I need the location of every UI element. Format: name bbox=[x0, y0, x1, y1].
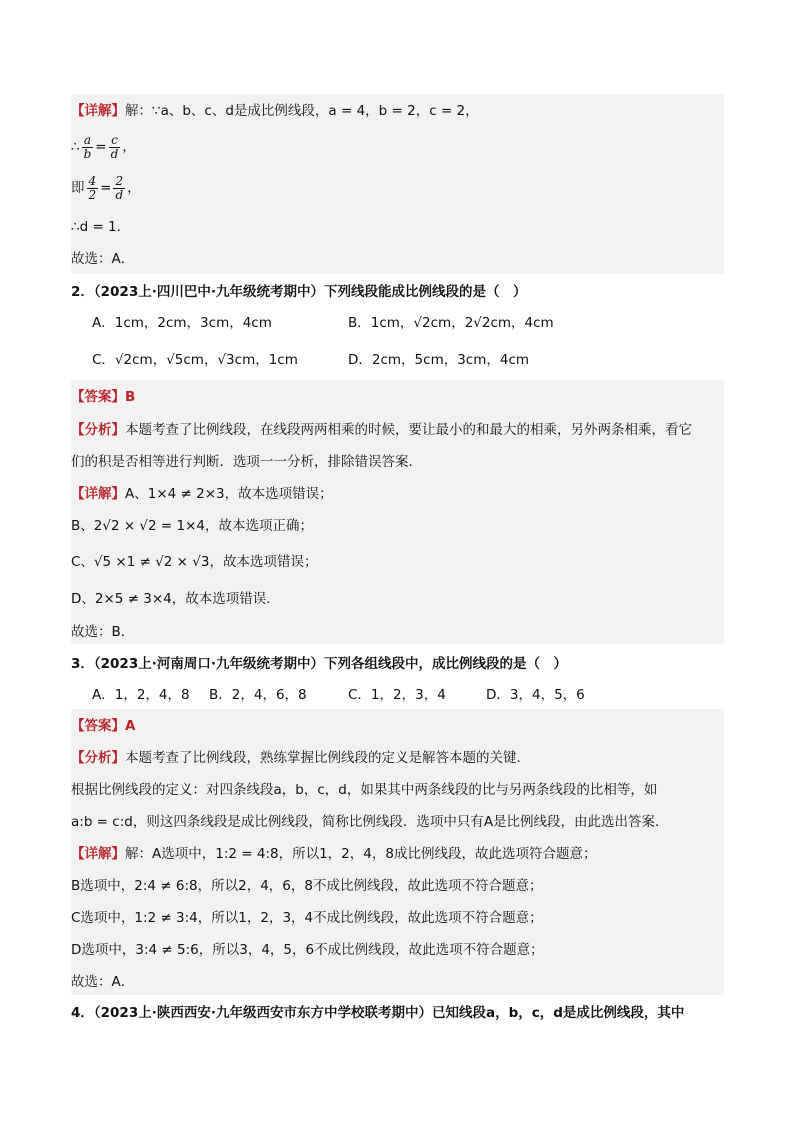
q2-analysis-line-1: 【分析】本题考查了比例线段，在线段两两相乘的时候，要让最小的和最大的相乘，另外两条相乘，看它 bbox=[71, 422, 692, 438]
q3-option-c: C．1，2，3，4 bbox=[348, 687, 446, 703]
q3-detail-c: C选项中，1:2 ≠ 3:4，所以1，2，3，4不成比例线段，故此选项不符合题意； bbox=[71, 910, 543, 926]
q1-step3: ∴d = 1． bbox=[71, 219, 131, 235]
detail-label: 【详解】 bbox=[71, 103, 125, 119]
q3-option-d: D．3，4，5，6 bbox=[486, 687, 585, 703]
q1-detail-line bbox=[71, 102, 479, 120]
q2-choice: 故选：B． bbox=[71, 624, 135, 640]
q1-detail-text: 解：∵a、b、c、d是成比例线段，a = 4，b = 2，c = 2， bbox=[125, 103, 479, 119]
q1-step2: 即 $\frac{4}{2}$ = $\frac{2}{d}$ ， bbox=[71, 173, 141, 202]
detail-label: 【详解】 bbox=[71, 486, 125, 502]
q2-detail-a: 【详解】A、1×4 ≠ 2×3，故本选项错误； bbox=[71, 486, 333, 502]
q3-analysis-line-2: 根据比例线段的定义：对四条线段a，b，c，d，如果其中两条线段的比与另两条线段的比相等，如 bbox=[71, 782, 658, 798]
q1-solution-block bbox=[71, 94, 724, 274]
fraction: $\frac{4}{2}$ bbox=[88, 173, 97, 202]
q3-detail-b: B选项中，2:4 ≠ 6:8，所以2，4，6，8不成比例线段，故此选项不符合题意； bbox=[71, 878, 543, 894]
q3-choice: 故选：A． bbox=[71, 974, 135, 990]
q2-option-c: C．√2cm，√5cm，√3cm，1cm bbox=[92, 352, 298, 368]
q3-answer-line bbox=[71, 717, 135, 735]
q3-answer: A bbox=[125, 718, 136, 734]
fraction: $\frac{a}{b}$ bbox=[83, 132, 92, 161]
q3-detail-a: 【详解】解：A选项中，1:2 = 4:8，所以1，2，4，8成比例线段，故此选项符合题意； bbox=[71, 846, 597, 862]
q3-detail-d: D选项中，3:4 ≠ 5:6，所以3，4，5，6不成比例线段，故此选项不符合题意； bbox=[71, 942, 544, 958]
detail-label: 【详解】 bbox=[71, 846, 125, 862]
q2-stem: 2．（2023上·四川巴中·九年级统考期中）下列线段能成比例线段的是（ ） bbox=[71, 284, 527, 300]
q3-option-a: A．1，2，4，8 bbox=[92, 687, 190, 703]
analysis-label: 【分析】 bbox=[71, 422, 125, 438]
fraction: $\frac{2}{d}$ bbox=[115, 173, 124, 202]
q3-analysis-line-3: a:b = c:d，则这四条线段是成比例线段，简称比例线段．选项中只有A是比例线段，由此选出答案． bbox=[71, 814, 669, 830]
q1-step1: ∴ $\frac{a}{b}$ = $\frac{c}{d}$ ， bbox=[71, 132, 136, 161]
q3-option-b: B．2，4，6，8 bbox=[209, 687, 307, 703]
q2-detail-c: C、√5 ×1 ≠ √2 × √3，故本选项错误； bbox=[71, 554, 318, 570]
q2-option-d: D．2cm，5cm，3cm，4cm bbox=[348, 352, 530, 368]
answer-label: 【答案】 bbox=[71, 389, 125, 405]
q2-option-b: B．1cm，√2cm，2√2cm，4cm bbox=[348, 315, 554, 331]
q2-analysis-line-2: 们的积是否相等进行判断．选项一一分析，排除错误答案． bbox=[71, 454, 422, 470]
q1-choice: 故选：A． bbox=[71, 251, 135, 267]
q2-answer-line bbox=[71, 388, 135, 406]
q3-stem: 3．（2023上·河南周口·九年级统考期中）下列各组线段中，成比例线段的是（ ） bbox=[71, 656, 567, 672]
q2-option-a: A．1cm，2cm，3cm，4cm bbox=[92, 315, 272, 331]
fraction: $\frac{c}{d}$ bbox=[110, 132, 119, 161]
q3-analysis-line-1: 【分析】本题考查了比例线段，熟练掌握比例线段的定义是解答本题的关键． bbox=[71, 750, 530, 766]
answer-label: 【答案】 bbox=[71, 718, 125, 734]
analysis-label: 【分析】 bbox=[71, 750, 125, 766]
q2-answer: B bbox=[125, 389, 136, 405]
q2-detail-b: B、2√2 × √2 = 1×4，故本选项正确； bbox=[71, 518, 314, 534]
q4-stem: 4．（2023上·陕西西安·九年级西安市东方中学校联考期中）已知线段a，b，c，d是成比例线段，其中 bbox=[71, 1005, 685, 1021]
q2-detail-d: D、2×5 ≠ 3×4，故本选项错误． bbox=[71, 591, 280, 607]
